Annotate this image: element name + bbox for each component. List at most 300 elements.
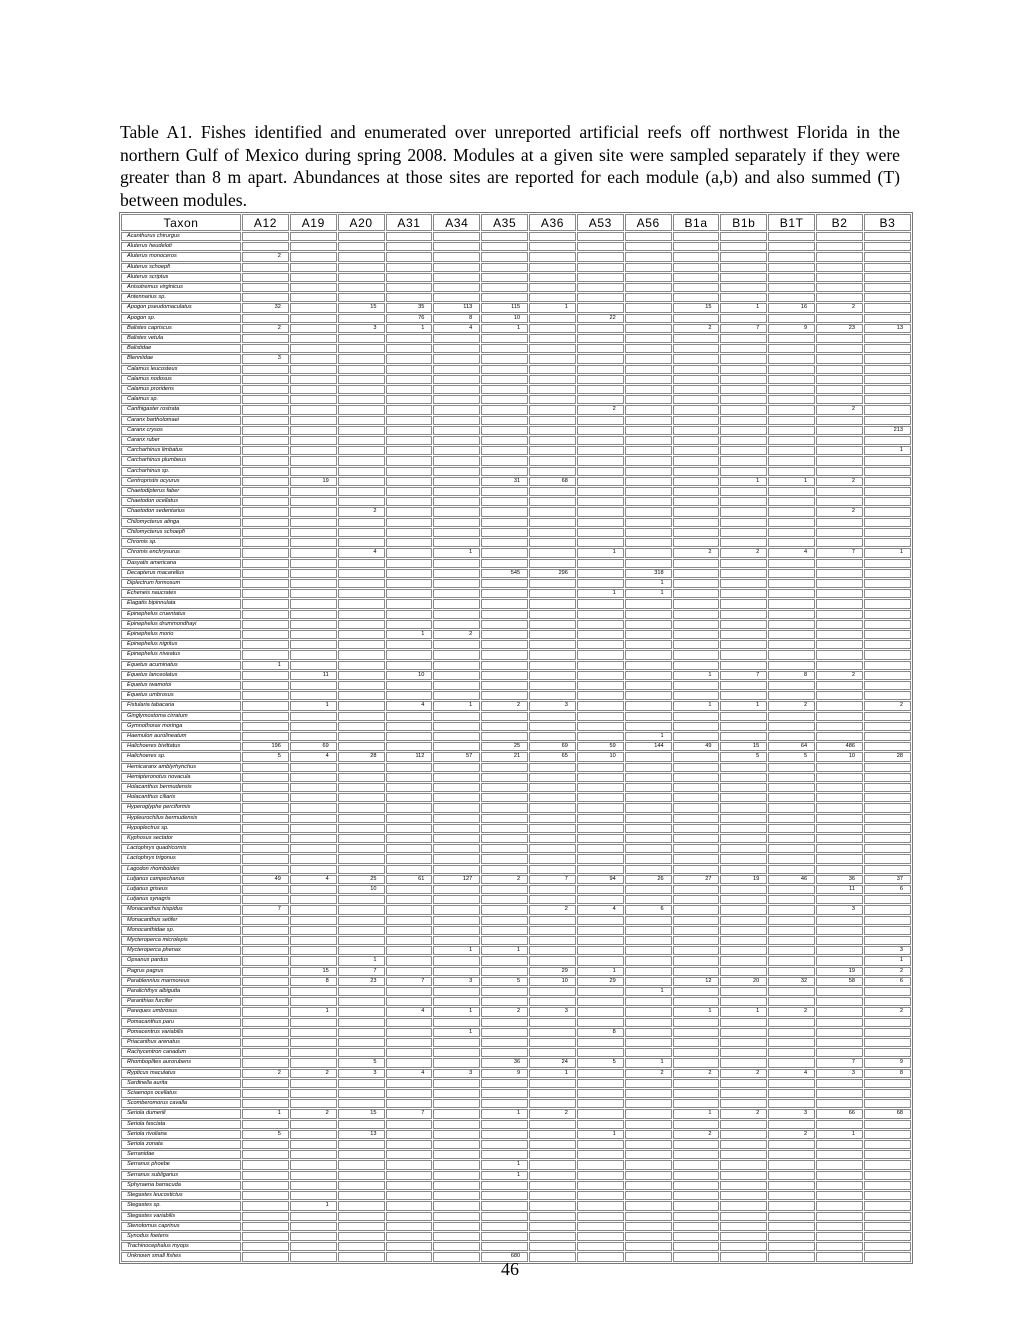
count-cell: [481, 548, 528, 557]
taxon-cell: Synodus foetens: [121, 1232, 241, 1241]
count-cell: [768, 436, 815, 445]
count-cell: [242, 1181, 289, 1190]
taxon-cell: Mycteroperca microlepis: [121, 936, 241, 945]
count-cell: [481, 1201, 528, 1210]
taxon-cell: Mycteroperca phenax: [121, 946, 241, 955]
count-cell: [720, 589, 767, 598]
taxon-cell: Parablennius marmoreus: [121, 977, 241, 986]
count-cell: [864, 783, 911, 792]
count-cell: [481, 1018, 528, 1027]
count-cell: [816, 385, 863, 394]
count-cell: [673, 385, 720, 394]
count-cell: [529, 803, 576, 812]
count-cell: [242, 824, 289, 833]
count-cell: [242, 1120, 289, 1129]
taxon-cell: Chaetodon ocellatus: [121, 497, 241, 506]
count-cell: [529, 518, 576, 527]
taxon-cell: Paranthias furcifer: [121, 997, 241, 1006]
count-cell: 1: [433, 946, 480, 955]
count-cell: [864, 1140, 911, 1149]
count-cell: [529, 865, 576, 874]
count-cell: [386, 946, 433, 955]
table-row: [121, 967, 911, 976]
count-cell: [338, 905, 385, 914]
count-cell: [338, 803, 385, 812]
count-cell: [673, 967, 720, 976]
count-cell: [290, 334, 337, 343]
count-cell: [242, 1038, 289, 1047]
count-cell: [529, 1089, 576, 1098]
taxon-cell: Trachinocephalus myops: [121, 1242, 241, 1251]
count-cell: [625, 885, 672, 894]
count-cell: [242, 681, 289, 690]
count-cell: [720, 630, 767, 639]
count-cell: [529, 691, 576, 700]
count-cell: [290, 1048, 337, 1057]
count-cell: [816, 426, 863, 435]
count-cell: 1: [720, 701, 767, 710]
taxon-cell: Balistes capriscus: [121, 324, 241, 333]
count-cell: 2: [673, 548, 720, 557]
count-cell: 1: [673, 671, 720, 680]
count-cell: [720, 467, 767, 476]
table-row: [121, 793, 911, 802]
count-cell: [816, 895, 863, 904]
count-cell: [864, 824, 911, 833]
count-cell: [242, 926, 289, 935]
count-cell: [864, 722, 911, 731]
count-cell: [242, 528, 289, 537]
count-cell: [386, 1099, 433, 1108]
count-cell: [242, 936, 289, 945]
count-cell: [720, 956, 767, 965]
count-cell: [625, 865, 672, 874]
count-cell: [625, 977, 672, 986]
count-cell: [481, 630, 528, 639]
count-cell: 13: [864, 324, 911, 333]
count-cell: [242, 1201, 289, 1210]
count-cell: [433, 650, 480, 659]
count-cell: [338, 1150, 385, 1159]
count-cell: [673, 1201, 720, 1210]
count-cell: [481, 1089, 528, 1098]
count-cell: [816, 936, 863, 945]
taxon-cell: Hypleurochilus bermudensis: [121, 814, 241, 823]
count-cell: 6: [864, 977, 911, 986]
count-cell: [768, 916, 815, 925]
count-cell: [529, 661, 576, 670]
taxon-cell: Decapterus macarellus: [121, 569, 241, 578]
count-cell: [386, 385, 433, 394]
table-header-row: [121, 214, 911, 231]
count-cell: 27: [673, 875, 720, 884]
taxon-cell: Aluterus scriptus: [121, 273, 241, 282]
count-cell: [816, 1242, 863, 1251]
count-cell: [816, 814, 863, 823]
count-cell: [768, 946, 815, 955]
count-cell: [625, 783, 672, 792]
count-cell: [768, 803, 815, 812]
count-cell: [338, 436, 385, 445]
count-cell: [481, 375, 528, 384]
count-cell: [242, 1028, 289, 1037]
taxon-cell: Balistidae: [121, 344, 241, 353]
count-cell: [433, 344, 480, 353]
count-cell: [242, 314, 289, 323]
count-cell: [433, 1109, 480, 1118]
count-cell: [577, 1099, 624, 1108]
count-cell: [338, 1181, 385, 1190]
count-cell: [816, 732, 863, 741]
count-cell: [816, 283, 863, 292]
taxon-cell: Rypticus maculatus: [121, 1069, 241, 1078]
count-cell: [673, 712, 720, 721]
count-cell: [864, 569, 911, 578]
count-cell: [577, 1222, 624, 1231]
count-cell: [768, 528, 815, 537]
count-cell: [386, 365, 433, 374]
count-cell: [816, 242, 863, 251]
count-cell: [673, 559, 720, 568]
count-cell: [816, 293, 863, 302]
count-cell: [625, 1130, 672, 1139]
count-cell: [481, 1191, 528, 1200]
count-cell: [625, 548, 672, 557]
count-cell: [816, 559, 863, 568]
count-cell: 3: [338, 1069, 385, 1078]
count-cell: [433, 1222, 480, 1231]
count-cell: [673, 354, 720, 363]
count-cell: [529, 283, 576, 292]
taxon-cell: Epinephelus morio: [121, 630, 241, 639]
count-cell: [386, 732, 433, 741]
count-cell: [242, 579, 289, 588]
taxon-cell: Seriola rivoliana: [121, 1130, 241, 1139]
count-cell: [386, 1181, 433, 1190]
table-row: [121, 1150, 911, 1159]
count-cell: [673, 946, 720, 955]
count-cell: [529, 1181, 576, 1190]
count-cell: [386, 1130, 433, 1139]
count-cell: [864, 895, 911, 904]
count-cell: [864, 344, 911, 353]
count-cell: 22: [577, 314, 624, 323]
table-row: [121, 1191, 911, 1200]
count-cell: [816, 1150, 863, 1159]
count-cell: [720, 436, 767, 445]
count-cell: [720, 650, 767, 659]
taxon-cell: Halichoeres bivittatus: [121, 742, 241, 751]
count-cell: [290, 446, 337, 455]
count-cell: [338, 773, 385, 782]
count-cell: [625, 1007, 672, 1016]
count-cell: [816, 712, 863, 721]
count-cell: [625, 661, 672, 670]
count-cell: [290, 691, 337, 700]
count-cell: [433, 610, 480, 619]
count-cell: [481, 232, 528, 241]
count-cell: [529, 559, 576, 568]
taxon-cell: Holacanthus bermudensis: [121, 783, 241, 792]
count-cell: [864, 538, 911, 547]
count-cell: [864, 997, 911, 1006]
count-cell: [290, 263, 337, 272]
count-cell: [625, 426, 672, 435]
count-cell: [433, 426, 480, 435]
count-cell: [481, 579, 528, 588]
count-cell: [290, 681, 337, 690]
table-row: [121, 263, 911, 272]
column-header-site: A34: [433, 214, 480, 231]
count-cell: [673, 650, 720, 659]
count-cell: [768, 1171, 815, 1180]
count-cell: [625, 263, 672, 272]
count-cell: [386, 507, 433, 516]
count-cell: 5: [577, 1058, 624, 1067]
count-cell: [625, 610, 672, 619]
count-cell: [338, 538, 385, 547]
count-cell: [338, 1018, 385, 1027]
count-cell: [290, 793, 337, 802]
count-cell: [720, 1038, 767, 1047]
count-cell: [290, 507, 337, 516]
count-cell: [481, 926, 528, 935]
count-cell: [864, 1171, 911, 1180]
count-cell: [529, 712, 576, 721]
count-cell: [242, 1191, 289, 1200]
table-row: [121, 344, 911, 353]
table-row: [121, 599, 911, 608]
count-cell: 2: [816, 477, 863, 486]
count-cell: [242, 1171, 289, 1180]
count-cell: [338, 610, 385, 619]
count-cell: [625, 997, 672, 1006]
count-cell: [290, 1099, 337, 1108]
count-cell: [625, 1109, 672, 1118]
count-cell: [433, 814, 480, 823]
count-cell: [481, 763, 528, 772]
count-cell: [529, 763, 576, 772]
count-cell: [290, 385, 337, 394]
count-cell: [625, 477, 672, 486]
count-cell: [529, 824, 576, 833]
count-cell: [625, 640, 672, 649]
count-cell: [864, 661, 911, 670]
count-cell: [529, 1120, 576, 1129]
count-cell: [433, 589, 480, 598]
count-cell: [673, 640, 720, 649]
count-cell: 1: [481, 1171, 528, 1180]
table-row: [121, 273, 911, 282]
count-cell: [577, 671, 624, 680]
count-cell: [433, 1058, 480, 1067]
count-cell: [577, 640, 624, 649]
count-cell: [625, 824, 672, 833]
count-cell: [768, 1212, 815, 1221]
count-cell: [720, 905, 767, 914]
count-cell: [529, 610, 576, 619]
taxon-cell: Carcharhinus limbatus: [121, 446, 241, 455]
taxon-cell: Diplectrum formosum: [121, 579, 241, 588]
count-cell: [338, 1120, 385, 1129]
count-cell: [864, 1089, 911, 1098]
count-cell: [242, 620, 289, 629]
count-cell: [816, 375, 863, 384]
count-cell: [625, 395, 672, 404]
count-cell: [481, 824, 528, 833]
count-cell: [577, 273, 624, 282]
taxon-cell: Epinephelus nigritus: [121, 640, 241, 649]
count-cell: [720, 252, 767, 261]
count-cell: [242, 844, 289, 853]
count-cell: 1: [433, 701, 480, 710]
count-cell: [864, 559, 911, 568]
table-row: [121, 1222, 911, 1231]
table-row: [121, 620, 911, 629]
table-row: [121, 548, 911, 557]
table-row: [121, 956, 911, 965]
count-cell: 7: [720, 671, 767, 680]
count-cell: [625, 967, 672, 976]
count-cell: [290, 946, 337, 955]
count-cell: [768, 793, 815, 802]
count-cell: [816, 997, 863, 1006]
count-cell: [577, 242, 624, 251]
count-cell: 10: [577, 752, 624, 761]
count-cell: [529, 671, 576, 680]
count-cell: 1: [720, 1007, 767, 1016]
count-cell: 4: [338, 548, 385, 557]
count-cell: [529, 1079, 576, 1088]
count-cell: [481, 1232, 528, 1241]
count-cell: [242, 1212, 289, 1221]
table-row: [121, 681, 911, 690]
count-cell: [816, 1089, 863, 1098]
count-cell: [720, 844, 767, 853]
count-cell: [386, 1212, 433, 1221]
table-row: [121, 875, 911, 884]
column-header-site: A12: [242, 214, 289, 231]
count-cell: [290, 324, 337, 333]
count-cell: [720, 1048, 767, 1057]
count-cell: 5: [481, 977, 528, 986]
count-cell: [386, 283, 433, 292]
count-cell: [433, 354, 480, 363]
table-row: [121, 701, 911, 710]
count-cell: [481, 1120, 528, 1129]
count-cell: [433, 528, 480, 537]
count-cell: [625, 1242, 672, 1251]
count-cell: [386, 814, 433, 823]
table-row: [121, 538, 911, 547]
count-cell: [673, 497, 720, 506]
count-cell: [864, 314, 911, 323]
table-row: [121, 763, 911, 772]
count-cell: [290, 303, 337, 312]
count-cell: [242, 395, 289, 404]
count-cell: 5: [338, 1058, 385, 1067]
taxon-cell: Serranidae: [121, 1150, 241, 1159]
count-cell: 1: [433, 548, 480, 557]
count-cell: 66: [816, 1109, 863, 1118]
count-cell: [768, 1048, 815, 1057]
count-cell: [481, 712, 528, 721]
count-cell: [768, 1018, 815, 1027]
count-cell: [481, 589, 528, 598]
taxon-cell: Sardinella aurita: [121, 1079, 241, 1088]
count-cell: [290, 579, 337, 588]
count-cell: [290, 569, 337, 578]
table-row: [121, 1212, 911, 1221]
count-cell: 2: [625, 1069, 672, 1078]
count-cell: [720, 518, 767, 527]
count-cell: 2: [673, 1130, 720, 1139]
count-cell: 23: [338, 977, 385, 986]
count-cell: [816, 1212, 863, 1221]
count-cell: [720, 314, 767, 323]
taxon-cell: Hyperoglyphe perciformis: [121, 803, 241, 812]
table-row: [121, 895, 911, 904]
count-cell: 2: [816, 671, 863, 680]
count-cell: [625, 650, 672, 659]
count-cell: [768, 783, 815, 792]
count-cell: [816, 844, 863, 853]
count-cell: [242, 1018, 289, 1027]
count-cell: [338, 426, 385, 435]
count-cell: [720, 375, 767, 384]
column-header-site: B3: [864, 214, 911, 231]
taxon-cell: Haemulon aurolineatum: [121, 732, 241, 741]
count-cell: [433, 661, 480, 670]
count-cell: 3: [242, 354, 289, 363]
count-cell: [625, 712, 672, 721]
table-row: [121, 1232, 911, 1241]
count-cell: [386, 681, 433, 690]
count-cell: [529, 293, 576, 302]
count-cell: [386, 834, 433, 843]
count-cell: [386, 1150, 433, 1159]
count-cell: [338, 793, 385, 802]
count-cell: [290, 242, 337, 251]
count-cell: [290, 722, 337, 731]
count-cell: 296: [529, 569, 576, 578]
count-cell: 2: [720, 548, 767, 557]
count-cell: [864, 354, 911, 363]
count-cell: [577, 497, 624, 506]
count-cell: [481, 1222, 528, 1231]
count-cell: 2: [720, 1109, 767, 1118]
count-cell: [577, 814, 624, 823]
count-cell: [338, 732, 385, 741]
taxon-cell: Sphyraena barracuda: [121, 1181, 241, 1190]
count-cell: [481, 967, 528, 976]
count-cell: [529, 497, 576, 506]
taxon-cell: Chilomycterus atinga: [121, 518, 241, 527]
taxon-cell: Hemipteronotus novacula: [121, 773, 241, 782]
count-cell: [768, 763, 815, 772]
count-cell: [768, 385, 815, 394]
count-cell: [433, 456, 480, 465]
table-row: [121, 671, 911, 680]
count-cell: [242, 865, 289, 874]
count-cell: [386, 344, 433, 353]
count-cell: [338, 1212, 385, 1221]
count-cell: [768, 814, 815, 823]
count-cell: [720, 824, 767, 833]
taxon-cell: Serranus subligarius: [121, 1171, 241, 1180]
count-cell: [386, 722, 433, 731]
count-cell: [673, 405, 720, 414]
